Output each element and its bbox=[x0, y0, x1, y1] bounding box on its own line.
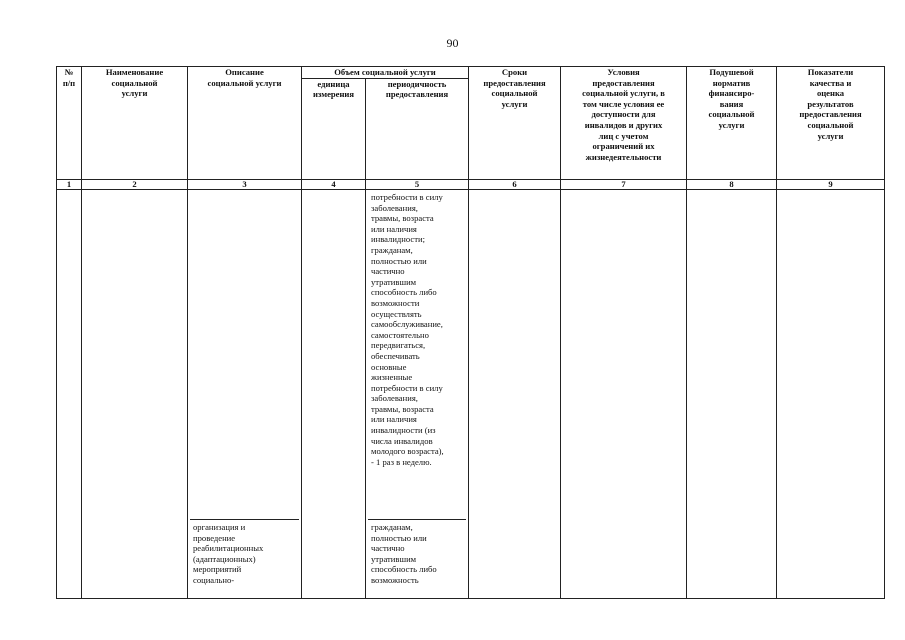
header-service-name: Наименование социальной услуги bbox=[82, 67, 188, 180]
header-unit-of-measure: единица измерения bbox=[302, 78, 366, 179]
header-number: № п/п bbox=[57, 67, 82, 180]
column-number: 1 bbox=[57, 180, 82, 190]
cell-service-name bbox=[82, 190, 188, 599]
column-number: 7 bbox=[561, 180, 687, 190]
cell-service-terms bbox=[469, 190, 561, 599]
cell-per-capita-funding bbox=[687, 190, 777, 599]
header-service-terms: Сроки предоставления социальной услуги bbox=[469, 67, 561, 180]
page-number: 90 bbox=[446, 36, 459, 50]
column-number: 2 bbox=[82, 180, 188, 190]
description-upper-empty bbox=[190, 190, 299, 520]
column-number: 8 bbox=[687, 180, 777, 190]
column-number: 9 bbox=[777, 180, 885, 190]
header-quality-indicators: Показатели качества и оценка результатов предоставления социальной услуги bbox=[777, 67, 885, 180]
cell-service-conditions bbox=[561, 190, 687, 599]
header-service-volume: Объем социальной услуги bbox=[302, 67, 469, 79]
cell-number bbox=[57, 190, 82, 599]
table-row bbox=[57, 190, 885, 599]
periodicity-text-lower: гражданам, полностью или частично утратившим способность либо возможность bbox=[371, 522, 437, 585]
description-text: организация и проведение реабилитационных (адаптационных) мероприятий социально- bbox=[193, 522, 264, 585]
cell-service-description bbox=[188, 190, 302, 599]
column-number: 3 bbox=[188, 180, 302, 190]
header-service-conditions: Условия предоставления социальной услуги, в том числе условия ее доступности для инвалидов и других лиц с учетом ограничений их жизнедеятельности bbox=[561, 67, 687, 180]
cell-unit-of-measure bbox=[302, 190, 366, 599]
column-number: 6 bbox=[469, 180, 561, 190]
header-per-capita-funding: Подушевой норматив финансиро- вания социальной услуги bbox=[687, 67, 777, 180]
header-periodicity: периодичность предоставления bbox=[366, 78, 469, 179]
column-numbers-row bbox=[57, 180, 885, 190]
periodicity-text-upper: потребности в силу заболевания, травмы, возраста или наличия инвалидности; гражданам, полностью или частично утратившим способность либо возможности осуществлять самообслуживание, самостоятельно передвигаться, обеспечивать основные жизненные потребности в силу заболевания, травмы, возраста или наличия инвалидности (из числа инвалидов молодого возраста), - 1 раз в неделю. bbox=[368, 190, 466, 520]
header-row bbox=[57, 67, 885, 79]
cell-periodicity bbox=[366, 190, 469, 599]
header-service-description: Описание социальной услуги bbox=[188, 67, 302, 180]
column-number: 4 bbox=[302, 180, 366, 190]
column-number: 5 bbox=[366, 180, 469, 190]
cell-quality-indicators bbox=[777, 190, 885, 599]
social-services-table bbox=[56, 66, 885, 599]
